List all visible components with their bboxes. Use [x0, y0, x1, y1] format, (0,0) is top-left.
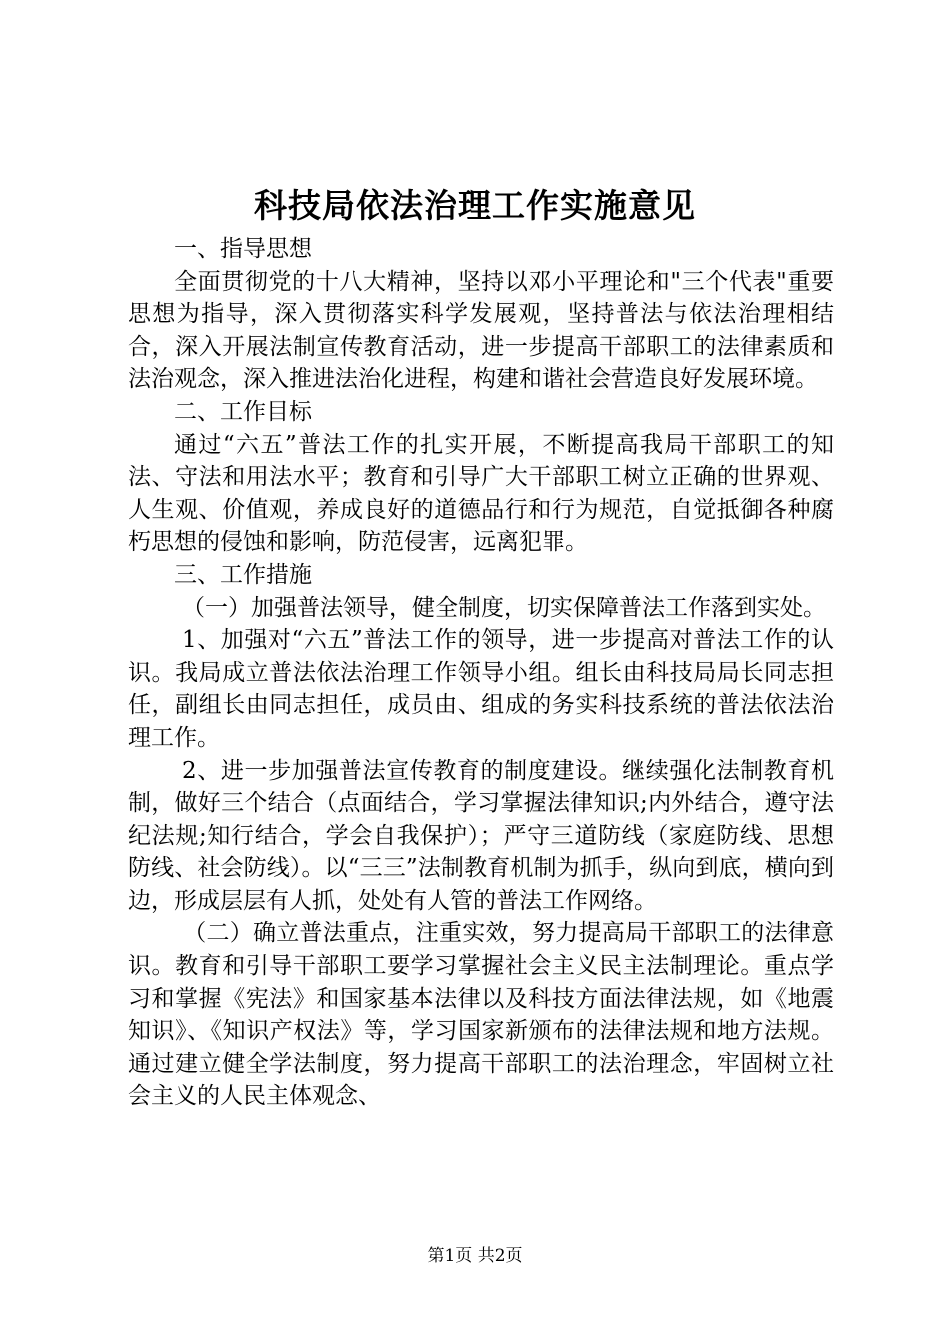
section-heading-guiding-thought: 一、指导思想	[174, 236, 312, 262]
paragraph-work-goals: 通过“六五”普法工作的扎实开展，不断提高我局干部职工的知法、守法和用法水平；教育和引导广大干部职工树立正确的世界观、人生观、价值观，养成良好的道德品行和行为规范，自觉抵御各种腐朽思想的侵蚀和影响，防范侵害，远离犯罪。	[128, 431, 834, 556]
subsection-heading-1: （一）加强普法领导，健全制度，切实保障普法工作落到实处。	[182, 594, 827, 621]
paragraph-measure-2: 2、进一步加强普法宣传教育的制度建设。继续强化法制教育机制，做好三个结合（点面结合，学习掌握法律知识;内外结合，遵守法纪法规;知行结合，学会自我保护）；严守三道防线（家庭防线、思想防线、社会防线）。以“三三”法制教育机制为抓手，纵向到底，横向到边，形成层层有人抓，处处有人管的普法工作网络。	[128, 757, 834, 914]
page-indicator: 第1页 共2页	[427, 1246, 523, 1266]
paragraph-measure-1: 1、加强对“六五”普法工作的领导，进一步提高对普法工作的认识。我局成立普法依法治理工作领导小组。组长由科技局局长同志担任，副组长由同志担任，成员由、组成的务实科技系统的普法依法治理工作。	[128, 627, 834, 751]
document-body	[128, 233, 834, 1113]
subsection-paragraph-2: （二）确立普法重点，注重实效，努力提高局干部职工的法律意识。教育和引导干部职工要学习掌握社会主义民主法制理论。重点学习和掌握《宪法》和国家基本法律以及科技方面法律法规，如《地震知识》、《知识产权法》等，学习国家新颁布的法律法规和地方法规。通过建立健全学法制度，努力提高干部职工的法治理念，牢固树立社会主义的人民主体观念、	[128, 920, 834, 1110]
paragraph-guiding-thought: 全面贯彻党的十八大精神，坚持以邓小平理论和"三个代表"重要思想为指导，深入贯彻落实科学发展观，坚持普法与依法治理相结合，深入开展法制宣传教育活动，进一步提高干部职工的法律素质和法治观念，深入推进法治化进程，构建和谐社会营造良好发展环境。	[128, 268, 834, 393]
section-heading-work-measures: 三、工作措施	[174, 561, 312, 588]
section-heading-work-goals: 二、工作目标	[174, 398, 312, 425]
document-title: 科技局依法治理工作实施意见	[254, 186, 696, 225]
